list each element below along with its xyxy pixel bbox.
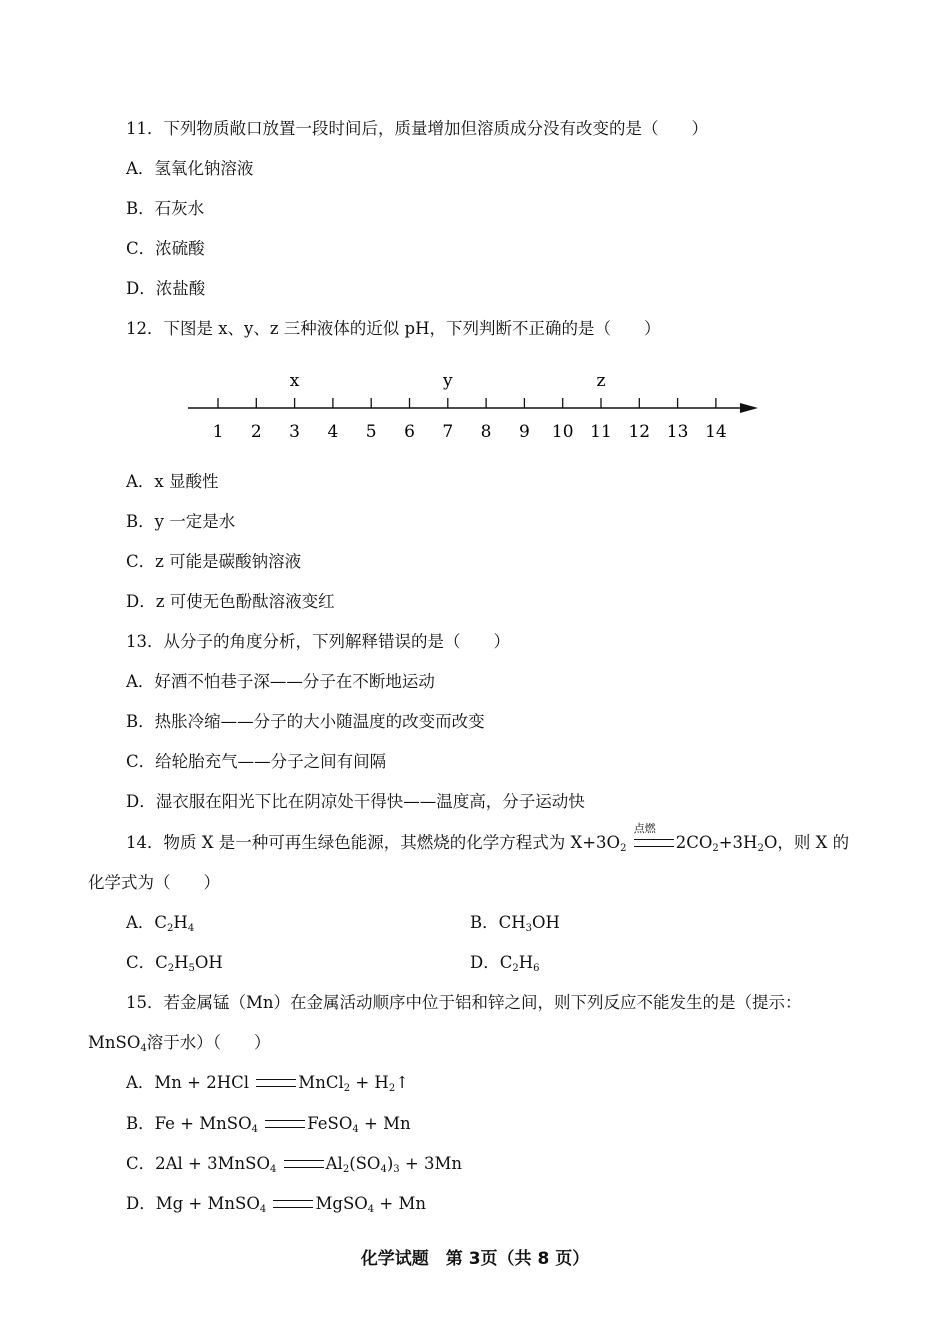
marker-label-x: x [289,371,300,391]
axis-tick-label: 4 [327,422,339,442]
axis-tick-label: 7 [442,422,454,442]
q13-option-d: D．湿衣服在阳光下比在阴凉处干得快——温度高，分子运动快 [126,792,585,811]
axis-tick-label: 6 [404,422,415,442]
axis-tick-label: 9 [518,422,530,442]
q12-stem: 12．下图是 x、y、z 三种液体的近似 pH，下列判断不正确的是（ ） [126,319,661,338]
marker-label-y: y [442,371,453,391]
q13-option-c: C．给轮胎充气——分子之间有间隔 [126,752,387,771]
equals-sign [265,1120,305,1128]
q15-option-b: B．Fe + MnSO$_4$ FeSO$_4$ + Mn [126,1114,411,1135]
axis-tick-label: 13 [666,422,689,442]
axis-tick-label: 10 [551,422,574,442]
q15-option-c: C．2Al + 3MnSO$_4$ $Al_2(SO_4)_3 + 3Mn$ [126,1154,462,1175]
axis-tick-label: 12 [628,422,651,442]
axis-tick-label: 11 [590,422,612,442]
q11-option-d: D．浓盐酸 [126,279,206,298]
axis-tick-label: 2 [250,422,262,442]
q15-option-d: D．Mg + MnSO$_4$ MgSO$_4$ + Mn [126,1194,426,1215]
q15-stem-line2: MnSO$_4$溶于水）（ ） [88,1033,271,1054]
q12-option-d: D．z 可使无色酚酞溶液变红 [126,592,335,611]
axis-tick-label: 1 [212,422,224,442]
axis-tick-label: 14 [705,422,727,442]
q12-option-c: C．z 可能是碳酸钠溶液 [126,552,302,571]
q14-option-b: B．$CH_3OH$ [470,913,560,934]
axis-tick-label: 5 [365,422,377,442]
q14-stem: 14．物质 X 是一种可再生绿色能源，其燃烧的化学方程式为 $X+3O_2$ 点燃 $2CO_2+3H_2O$，则 X 的 [126,822,850,854]
equals-sign [273,1200,313,1208]
q11-stem: 11．下列物质敞口放置一段时间后，质量增加但溶质成分没有改变的是（ ） [126,119,708,138]
marker-label-z: z [596,371,606,391]
ph-number-line [180,362,770,452]
q15-stem: 15．若金属锰（Mn）在金属活动顺序中位于铝和锌之间，则下列反应不能发生的是（提示： [126,993,802,1012]
axis-tick-label: 8 [480,422,492,442]
page-footer: 化学试题 第 3页（共 8 页） [360,1249,590,1269]
q15-option-a: A．Mn + 2HCl MnCl$_2$ + $H_2↑$ [126,1073,410,1094]
equals-sign [634,839,674,847]
q13-option-a: A．好酒不怕巷子深——分子在不断地运动 [126,672,435,691]
reaction-condition: 点燃 [632,832,676,854]
equals-sign [284,1160,324,1168]
q12-option-a: A．x 显酸性 [126,472,219,491]
axis-arrow [740,403,758,413]
axis-tick-label: 3 [289,422,301,442]
q13-stem: 13．从分子的角度分析，下列解释错误的是（ ） [126,632,510,651]
q11-option-b: B．石灰水 [126,199,205,218]
q14-option-c: C．$C_2H_5OH$ [126,953,223,974]
equals-sign [256,1079,296,1087]
q14-stem-line2: 化学式为（ ） [88,873,220,892]
q11-option-a: A．氢氧化钠溶液 [126,159,254,178]
q11-option-c: C．浓硫酸 [126,239,205,258]
q12-option-b: B．y 一定是水 [126,512,236,531]
q14-option-d: D．$C_2H_6$ [470,953,540,974]
q13-option-b: B．热胀冷缩——分子的大小随温度的改变而改变 [126,712,485,731]
q14-option-a: A．$C_2H_4$ [126,913,195,934]
